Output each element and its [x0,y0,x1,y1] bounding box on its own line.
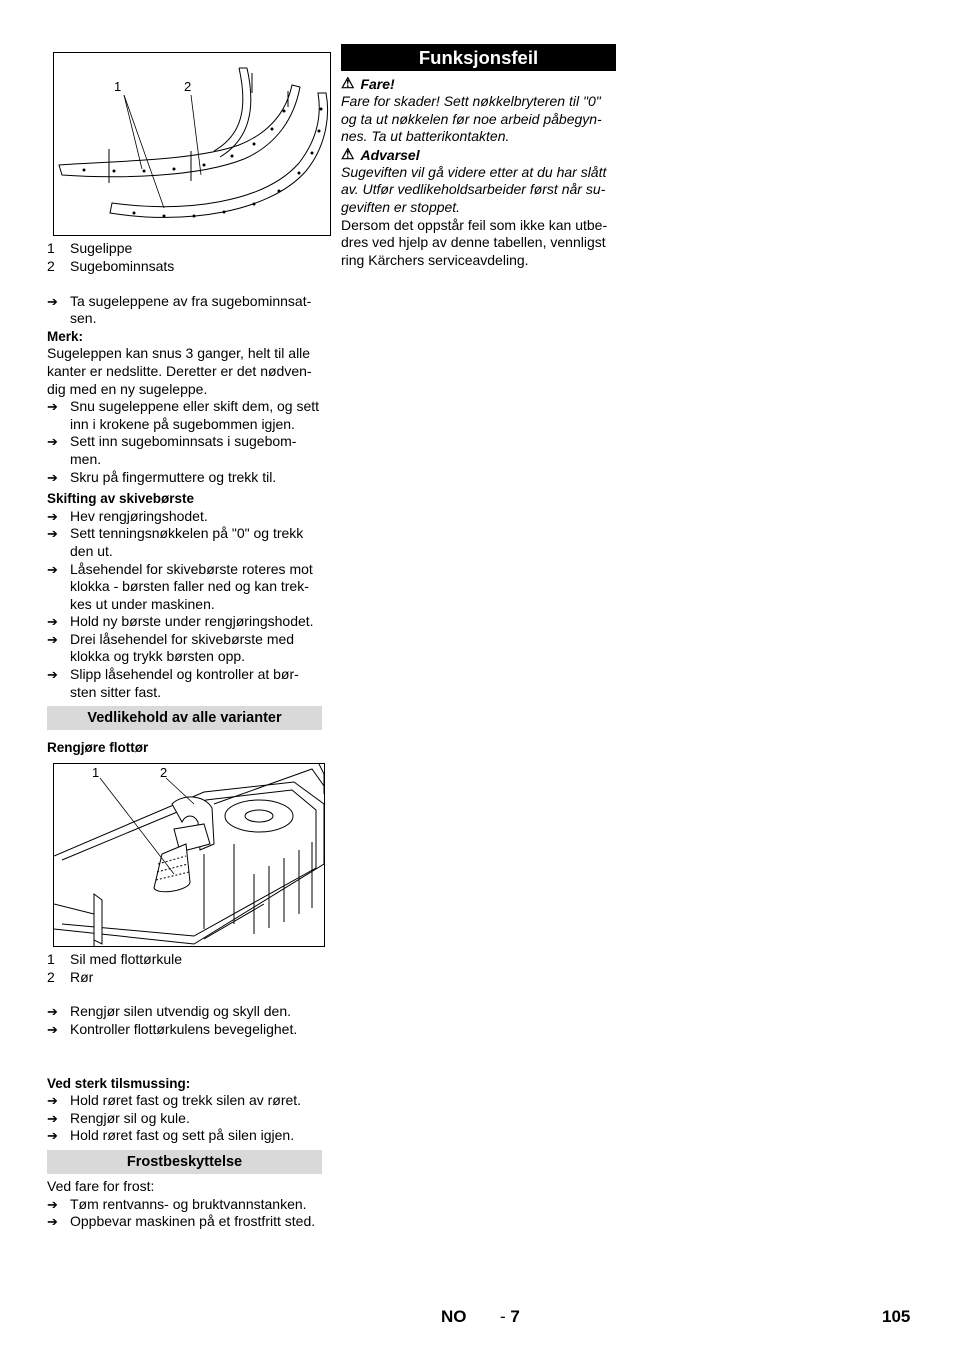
legend-label: Sugebominnsats [70,257,175,274]
footer-language: NO [441,1307,467,1326]
float-drawing [54,764,324,946]
step-text: Hold røret fast og trekk silen av røret. [70,1092,302,1109]
footer-total-page: 105 [882,1307,911,1326]
step-text: Tøm rentvanns- og bruktvannstanken. [70,1195,307,1212]
legend-number: 2 [47,968,55,985]
instruction-step [47,469,323,487]
step-text: Hold røret fast og sett på silen igjen. [70,1127,295,1144]
step-text: Drei låsehendel for skivebørste med klokka og trykk børsten opp. [70,630,295,665]
right-column [341,44,616,269]
warning-triangle-icon: ⚠ [341,75,355,92]
step-text: Slipp låsehendel og kontroller at bør-sten sitter fast. [70,666,299,700]
instruction-step [47,1110,323,1128]
arrow-icon: ➔ [47,434,58,450]
legend-number: 2 [47,257,55,274]
instruction-step [47,1196,323,1214]
legend-item [47,951,323,969]
arrow-icon: ➔ [47,1196,58,1212]
legend-label: Sugelippe [70,240,133,256]
section-title-malfunctions: Funksjonsfeil [341,44,616,71]
step-text: Oppbevar maskinen på et frostfritt sted. [70,1213,316,1230]
instruction-step [47,508,323,526]
arrow-icon: ➔ [47,667,58,683]
step-text: Hev rengjøringshodet. [70,507,208,524]
section-heading-maintenance: Vedlikehold av alle varianter [47,706,322,730]
warning-text: Sugeviften vil gå videre etter at du har slått av. Utfør vedlikeholdsarbeider først når su-geviften er stoppet. [341,163,607,215]
instruction-step [47,666,323,701]
float-figure [53,763,325,947]
footer-page-number [500,1307,520,1327]
note-label: Merk: [47,328,84,344]
instruction-step [47,1127,323,1145]
arrow-icon: ➔ [47,1128,58,1144]
step-text: Ta sugeleppene av fra sugebominnsat-sen. [70,292,312,327]
danger-label: Fare! [360,76,395,92]
warning-triangle-icon: ⚠ [341,145,355,163]
step-text: Sett inn sugebominnsats i sugebom-men. [70,433,297,467]
instruction-step [47,561,323,614]
body-text: Dersom det oppstår feil som ikke kan utbe-dres ved hjelp av denne tabellen, vennligst ring Kärchers serviceavdeling. [341,216,608,268]
arrow-icon: ➔ [47,631,58,647]
left-column [47,52,323,1231]
instruction-step [47,1092,323,1110]
legend-number: 1 [47,240,55,256]
arrow-icon: ➔ [47,1004,58,1020]
warning-heading [341,146,616,164]
arrow-icon: ➔ [47,614,58,630]
legend-number: 1 [47,950,55,967]
callout-2: 2 [160,764,168,780]
arrow-icon: ➔ [47,399,58,415]
arrow-icon: ➔ [47,293,58,309]
instruction-step [47,433,323,468]
danger-text: Fare for skader! Sett nøkkelbryteren til "0" og ta ut nøkkelen før noe arbeid påbegyn-nes. Ta ut batterikontakten. [341,93,602,145]
note-text: Sugeleppen kan snus 3 ganger, helt til alle kanter er nedslitte. Deretter er det nødven-dig med en ny sugeleppe. [47,345,312,397]
arrow-icon: ➔ [47,561,58,577]
instruction-step [47,525,323,560]
float-heading: Rengjøre flottør [47,740,149,756]
dirty-heading: Ved sterk tilsmussing: [47,1075,191,1091]
footer-page-local: 7 [510,1307,520,1326]
arrow-icon: ➔ [47,469,58,485]
instruction-step [47,1021,323,1039]
warning-label: Advarsel [360,146,420,163]
danger-heading [341,75,616,93]
brush-heading: Skifting av skivebørste [47,491,195,507]
legend-item [47,240,323,258]
frost-intro: Ved fare for frost: [47,1178,155,1194]
step-text: Kontroller flottørkulens bevegelighet. [70,1021,298,1038]
instruction-step [47,1003,323,1021]
step-text: Låsehendel for skivebørste roteres mot klokka - børsten faller ned og kan trek-kes ut under maskinen. [70,560,313,612]
arrow-icon: ➔ [47,508,58,524]
section-heading-frost: Frostbeskyttelse [47,1150,322,1174]
footer-page-dash: - [500,1307,506,1326]
squeegee-figure [53,52,331,236]
step-text: Snu sugeleppene eller skift dem, og sett inn i krokene på sugebommen igjen. [70,398,320,432]
instruction-step [47,631,323,666]
legend-label: Sil med flottørkule [70,950,183,967]
arrow-icon: ➔ [47,1022,58,1038]
arrow-icon: ➔ [47,1110,58,1126]
step-text: Hold ny børste under rengjøringshodet. [70,613,314,630]
instruction-step [47,293,323,328]
arrow-icon: ➔ [47,526,58,542]
legend-item [47,969,323,987]
arrow-icon: ➔ [47,1214,58,1230]
legend-label: Rør [70,968,94,985]
callout-1: 1 [92,764,100,780]
instruction-step [47,1213,323,1231]
step-text: Sett tenningsnøkkelen på "0" og trekk den ut. [70,525,304,559]
arrow-icon: ➔ [47,1093,58,1109]
callout-2: 2 [184,79,192,94]
callout-1: 1 [114,79,122,94]
step-text: Skru på fingermuttere og trekk til. [70,468,277,485]
squeegee-drawing [54,53,330,235]
instruction-step [47,398,323,433]
step-text: Rengjør sil og kule. [70,1109,190,1126]
legend-item [47,258,323,276]
step-text: Rengjør silen utvendig og skyll den. [70,1003,292,1020]
instruction-step [47,613,323,631]
